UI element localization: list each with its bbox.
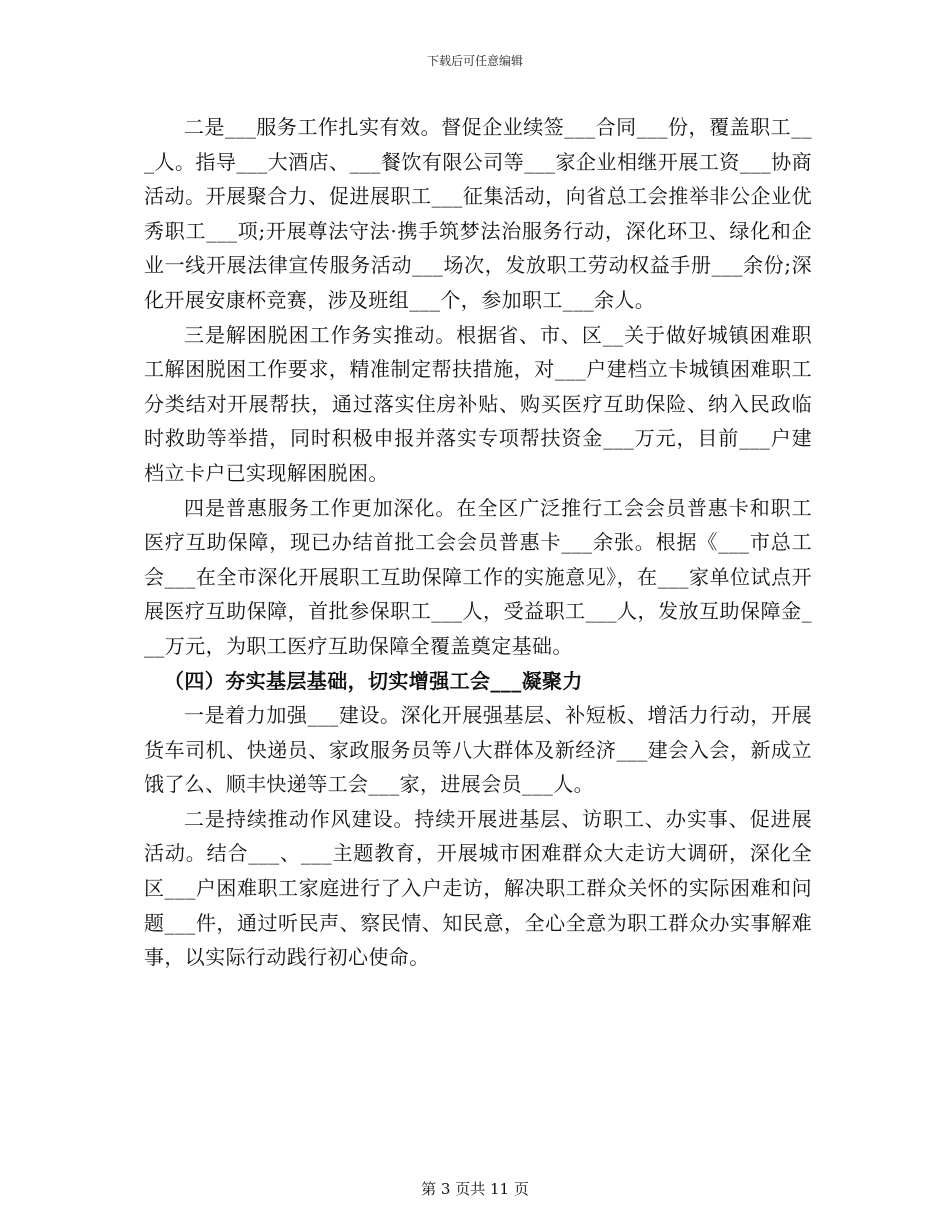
section-heading: （四）夯实基层基础，切实增强工会___凝聚力	[164, 668, 583, 693]
paragraph-organization-building: 一是着力加强___建设。深化开展强基层、补短板、增活力行动，开展货车司机、快递员、家政服务员等八大群体及新经济___建会入会，新成立饿了么、顺丰快递等工会___家，进展会员___人。	[144, 703, 812, 797]
document-body	[144, 110, 812, 975]
header-note: 下载后可任意编辑	[426, 54, 523, 68]
paragraph-poverty-relief: 三是解困脱困工作务实推动。根据省、市、区__关于做好城镇困难职工解困脱困工作要求，精准制定帮扶措施，对___户建档立卡城镇困难职工分类结对开展帮扶，通过落实住房补贴、购买医疗互助保险、纳入民政临时救助等举措，同时积极申报并落实专项帮扶资金___万元，目前___户建档立卡户已实现解困脱困。	[144, 322, 812, 485]
page-number: 第 3 页共 11 页	[421, 1180, 529, 1198]
paragraph-inclusive-service: 四是普惠服务工作更加深化。在全区广泛推行工会会员普惠卡和职工医疗互助保障，现已办结首批工会会员普惠卡___余张。根据《___市总工会___在全市深化开展职工互助保障工作的实施意见》，在___家单位试点开展医疗互助保障，首批参保职工___人，受益职工___人，发放互助保障金___万元，为职工医疗互助保障全覆盖奠定基础。	[144, 495, 812, 658]
paragraph-service-work: 二是___服务工作扎实有效。督促企业续签___合同___份，覆盖职工___人。指导___大酒店、___餐饮有限公司等___家企业相继开展工资___协商活动。开展聚合力、促进展职工___征集活动，向省总工会推举非公企业优秀职工___项;开展尊法守法·携手筑梦法治服务行动，深化环卫、绿化和企业一线开展法律宣传服务活动___场次，发放职工劳动权益手册___余份;深化开展安康杯竞赛，涉及班组___个，参加职工___余人。	[144, 115, 812, 312]
paragraph-work-style: 二是持续推动作风建设。持续开展进基层、访职工、办实事、促进展活动。结合___、___主题教育，开展城市困难群众大走访大调研，深化全区___户困难职工家庭进行了入户走访，解决职工群众关怀的实际困难和问题___件，通过听民声、察民情、知民意，全心全意为职工群众办实事解难事，以实际行动践行初心使命。	[144, 806, 812, 970]
